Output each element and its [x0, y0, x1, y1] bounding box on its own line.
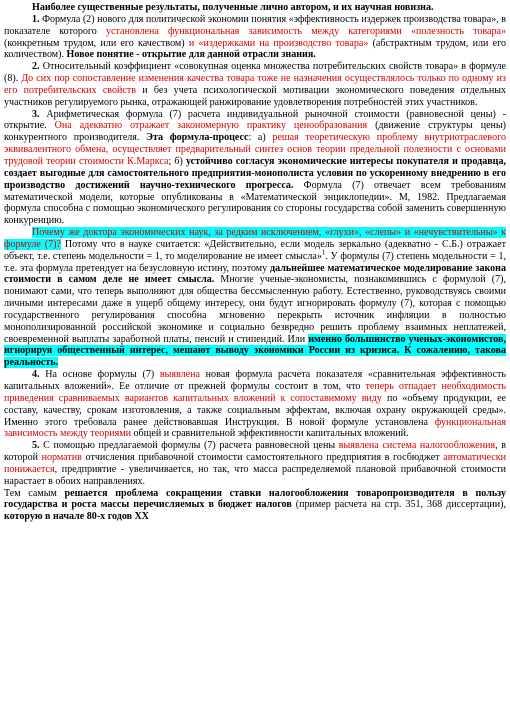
paragraph-3	[4, 109, 506, 227]
p3-text-1: Арифметическая формула (7) расчета индивидуальной рыночной стоимости (равновесной цены) - открытие.	[4, 108, 507, 132]
p6-red-1: выявлена система налогообложения	[338, 440, 496, 452]
p3-red-1: Она адекватно отражает закономерную практику ценообразования	[54, 120, 368, 132]
p7-text-2: (пример расчета на стр. 351, 368 диссертации),	[291, 499, 506, 511]
p6-text-1: С помощью предлагаемой формулы (7) расчета равновесной цены	[43, 440, 339, 452]
p5-red-3: функциональная зависимость между теориями	[4, 416, 506, 440]
p6-number: 5.	[32, 440, 44, 452]
p1-red-1: установлена функциональная зависимость между категориями «полезность товара»	[106, 25, 506, 37]
p6-red-2: норматив	[41, 452, 82, 464]
paragraph-2	[4, 61, 506, 108]
p3-text-4: ; б)	[168, 155, 186, 167]
p6-text-2: , в которой	[4, 440, 506, 464]
p4-text-1: Потому что в науке считается: «Действительно, если модель зеркально (адекватно - С.Б.) отражает объект, т.е. степень модельности = 1, то моделирование не имеет смысла»	[4, 238, 506, 262]
p7-bold-1: решается проблема сокращения ставки налогообложения товаропроизводителя в пользу государства и роста массы перечисляемых в бюджет налогов	[4, 487, 506, 511]
p2-number: 2.	[32, 61, 43, 73]
p3-text-5: Формула (7) отвечает всем требованиям математической модели, которые опубликованы в «Математической энциклопедии». М, 1982. Предлагаемая формула способна с помощью экономического регулирования со стороны государства собой заменить совершенную конкуренцию.	[4, 179, 506, 227]
p2-text-2: и без учета психологической мотивации экономического поведения отдельных участников регулируемого рынка, отражающей ранжирование удовлетворения потребностей этих участников.	[4, 84, 506, 108]
p7-text-1: Тем самым	[4, 487, 65, 499]
section-heading	[4, 2, 506, 14]
p2-text-1: Относительный коэффициент «совокупная оценка множества потребительских свойств товара» в формуле (8).	[4, 61, 506, 85]
p3-bold-1: Эта формула-процесс	[146, 132, 249, 144]
p1-text-3: (абстрактным трудом, или его количеством).	[4, 37, 506, 61]
p5-red-1: выявлена	[159, 369, 200, 381]
paragraph-7	[4, 488, 506, 524]
p6-text-4: , предприятие - увеличивается, но так, что масса распределяемой плановой прибавочной стоимости нарастает в обоих направлениях.	[4, 463, 506, 487]
p5-number: 4.	[32, 369, 46, 381]
p6-text-3: отчисления прибавочной стоимости самостоятельного предприятия в госбюджет	[81, 452, 444, 464]
p4-text-3: Многие ученые-экономисты, познакомившись с формулой (7), понимают сами, что теперь выполняют для общества бессмысленную работу. Естественно, руководствуясь своими личными интересами даже в ущерб общему интересу, они будут игнорировать формулу (7), которая с помощью государственного регулирования способна мгновенно перекрыть источник инфляции в полностью монополизированной российской экономике и социально безвредно решить проблему взаимных неплатежей, своевременной выплаты заработной платы, пенсий и стипендий. Или	[4, 274, 506, 345]
p4-text-2: . У формулы (7) степень модельности = 1, т.е. эта формула претендует на безусловную истину, поэтому	[4, 250, 506, 274]
p3-number: 3.	[32, 108, 47, 120]
p4-footnote-mark: 1	[321, 248, 326, 257]
p5-text-1: На основе формулы (7)	[45, 369, 160, 381]
p5-text-3: по «объему продукции, ее составу, качеству, срокам изготовления, а также социальным эффектам, включая охрану окружающей среды». Именно этого требовала ранее действовавшая Инструкция. В новой формуле установлена	[4, 392, 506, 428]
p1-text-2: (конкретным трудом, или его качеством)	[4, 37, 189, 49]
paragraph-1	[4, 14, 506, 61]
p1-red-2: и «издержками на производство товара»	[188, 37, 369, 49]
p5-text-2: новая формула расчета показателя «сравнительная эффективность капитальных вложений». Ее отличие от прежней формулы состоит в том, что	[4, 369, 506, 392]
heading-text: Наиболее существенные результаты, полученные лично автором, и их научная новизна.	[32, 2, 434, 13]
p3-text-3: : а)	[248, 132, 273, 144]
p2-red-1: До сих пор сопоставление изменения качества товара тоже не назначения осуществлялось только по одному из его потребительских свойств	[4, 73, 506, 96]
p1-text-1: Формула (2) нового для политической экономии понятия «эффективность издержек производства товара», в показателе которого	[4, 13, 506, 37]
p4-bold-highlight: именно большинство ученых-экономистов, игнорируя общественный интерес, мешают выводу экономики России из кризиса. К сожалению, такова реальность.	[4, 333, 506, 369]
p6-red-3: автоматически понижается	[4, 452, 507, 475]
p3-red-2: решая теоретическую проблему внутриотраслевого эквивалентного обмена, осуществляет предварительный синтез основ теории предельной полезности с основами трудовой теории стоимости К.Маркса	[4, 132, 507, 167]
p3-text-2: (движение структуры цены) конкурентного производителя.	[4, 120, 507, 144]
p1-number: 1.	[32, 13, 43, 25]
p3-bold-2: устойчиво согласуя экономические интересы покупателя и продавца, создает выгодные для самостоятельного предприятия-монополиста условия по ускоренному внедрению в его производство достижений научно-технического прогресса.	[4, 155, 506, 191]
paragraph-5	[4, 369, 506, 440]
p4-highlight-1: Почему же доктора экономических наук, за редким исключением, «глухи», «слепы» и «нечувствительны» к формуле (7)?	[4, 227, 506, 250]
paragraph-4	[4, 227, 506, 369]
p5-red-2: теперь отпадает необходимость приведения сравниваемых вариантов капитальных вложений к сопоставимому виду	[4, 381, 506, 404]
p1-bold-1: Новое понятие - открытие для данной отрасли знания.	[66, 49, 316, 61]
paragraph-6	[4, 440, 506, 487]
p7-bold-2: которую в начале 80-х годов XX	[4, 511, 150, 523]
p5-text-4: общей и сравнительной эффективности капитальных вложений.	[131, 428, 409, 440]
p4-bold-1: дальнейшее математическое моделирование закона стоимости в самом деле не имеет смысла.	[4, 262, 506, 286]
